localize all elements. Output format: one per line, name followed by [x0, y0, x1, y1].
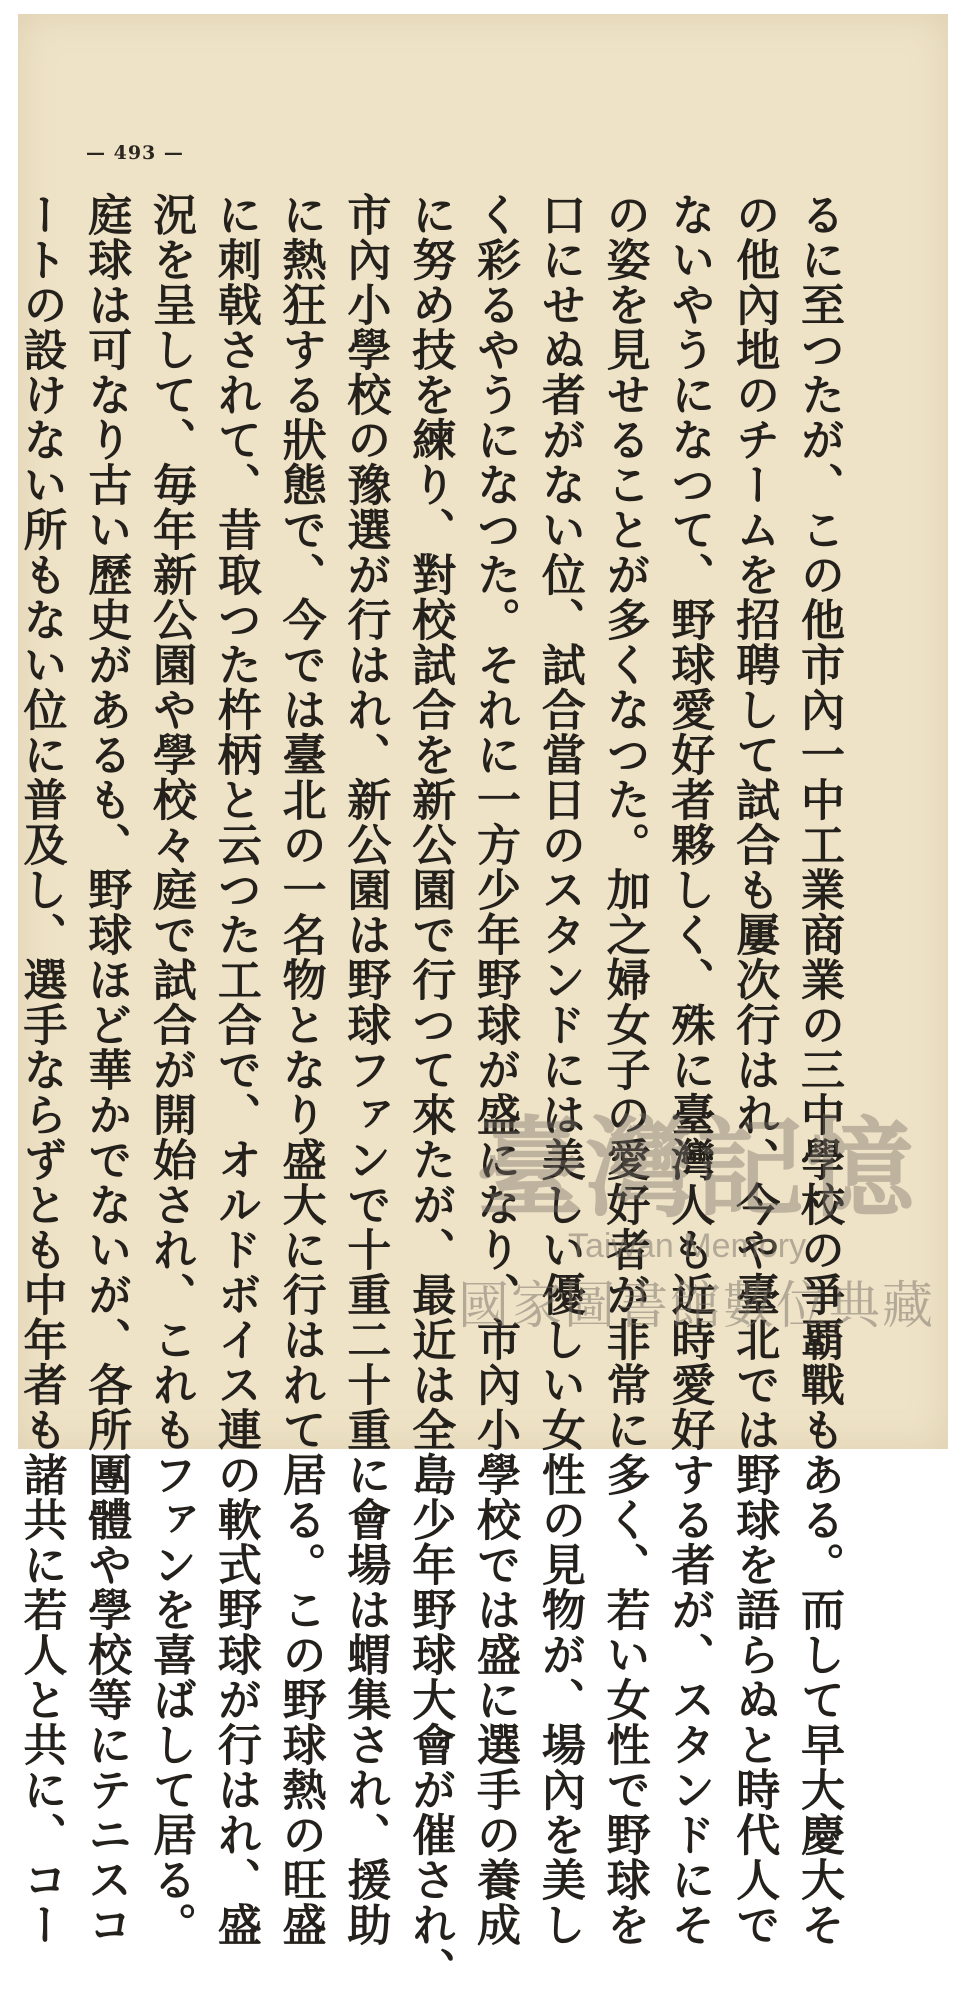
book-page — [15, 14, 948, 1992]
vertical-text-block — [15, 192, 850, 1992]
text-column: に努め技を練り、對校試合を新公園で行つて來たが、最近は全島少年野球大會が催され、 — [404, 192, 456, 1992]
text-column: るに至つたが、この他市內一中工業商業の三中學校の爭覇戰もある。而して早大慶大そ — [793, 192, 844, 1947]
text-column: に刺戟されて、昔取つた杵柄と云つた工合で、オルドボイス連の軟式野球が行はれ、盛 — [209, 192, 261, 1947]
text-column: の他內地のチームを招聘して試合も屢次行はれ、今や臺北では野球を語らぬと時代人で — [728, 192, 780, 1947]
text-column: 庭球は可なり古い歷史があるも、野球ほど華かでないが、各所團體や學校等にテニスコ — [80, 192, 132, 1947]
watermark-english: Taiwan Memory — [568, 1227, 807, 1265]
text-column: 口にせぬ者がない位、試合當日のスタンドには美しい優しい女性の見物が、場內を美し — [533, 192, 585, 1947]
text-column: ートの設けない所もない位に普及し、選手ならずとも中年者も諸共に若人と共に、コー — [15, 192, 67, 1947]
text-column: の姿を見せることが多くなつた。加之婦女子の愛好者が非常に多く、若い女性で野球を — [598, 192, 650, 1947]
page-number: — 493 — — [86, 142, 184, 164]
watermark-title: 臺灣記憶 — [476, 1106, 917, 1232]
text-column: に熱狂する狀態で、今では臺北の一名物となり盛大に行はれて居る。この野球熱の旺盛 — [274, 192, 326, 1947]
text-column: 市內小學校の豫選が行はれ、新公園は野球ファンで十重二十重に會場は蝟集され、援助 — [339, 192, 391, 1947]
text-column: 況を呈して、毎年新公園や學校々庭で試合が開始され、これもファンを喜ばして居る。 — [145, 192, 197, 1947]
text-column: ないやうになつて、野球愛好者夥しく、殊に臺灣人も近時愛好する者が、スタンドにそ — [663, 192, 715, 1947]
watermark-subtitle: 國家圖書館數位典藏 — [458, 1277, 936, 1336]
text-column: く彩るやうになつた。それに一方少年野球が盛になり、市內小學校では盛に選手の養成 — [469, 192, 521, 1947]
